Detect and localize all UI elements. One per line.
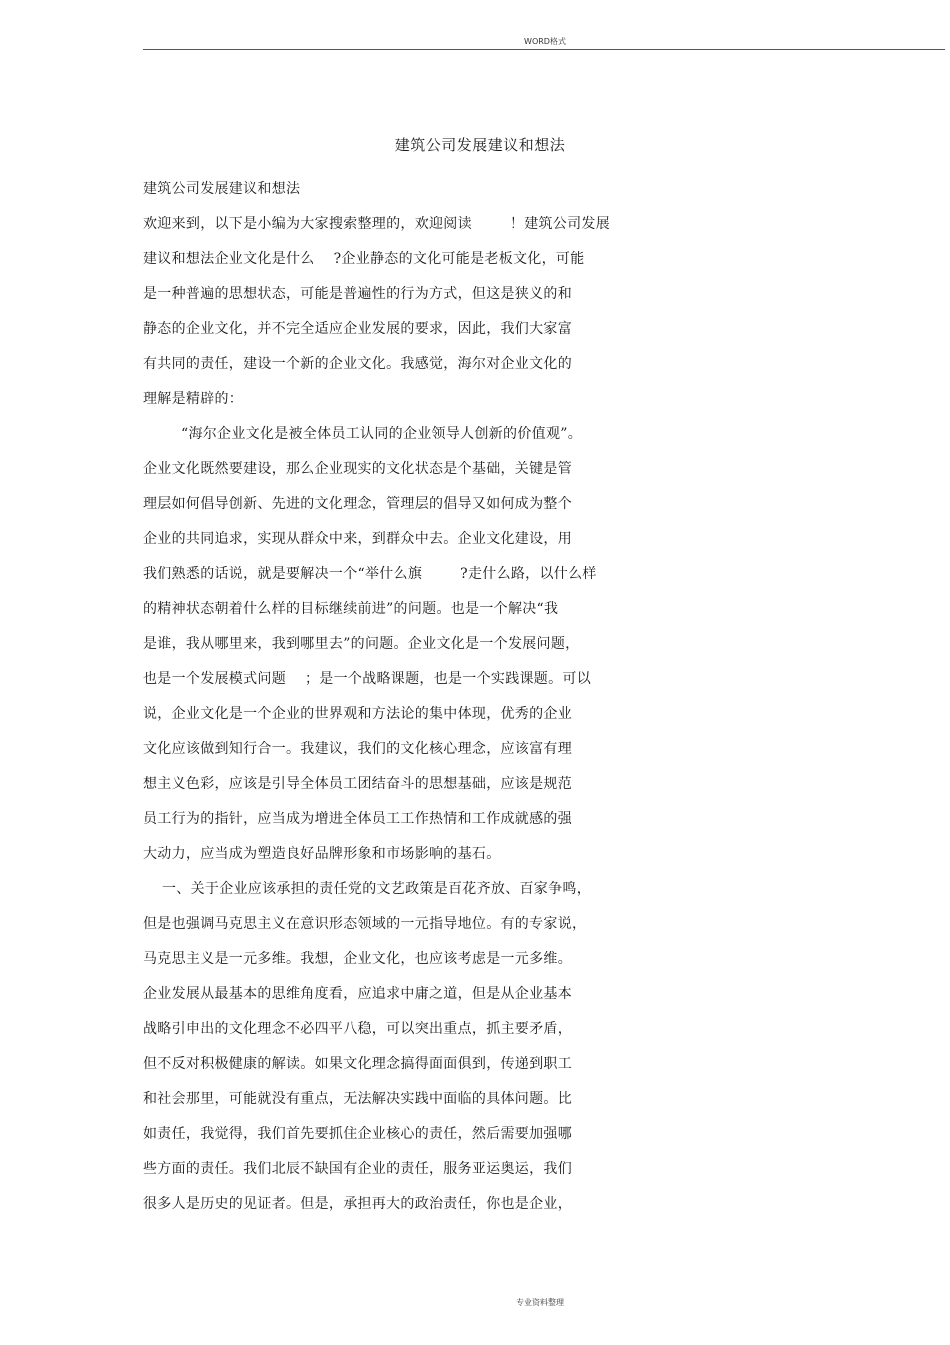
document-title: 建筑公司发展建议和想法 xyxy=(394,136,566,154)
text-line: 静态的企业文化，并不完全适应企业发展的要求，因此，我们大家富 xyxy=(143,321,572,337)
text-line: 有共同的责任，建设一个新的企业文化。我感觉，海尔对企业文化的 xyxy=(143,356,572,372)
text-line: 大动力，应当成为塑造良好品牌形象和市场影响的基石。 xyxy=(143,846,501,862)
text-line: 战略引申出的文化理念不必四平八稳，可以突出重点，抓主要矛盾， xyxy=(143,1021,572,1037)
text-line: 但是也强调马克思主义在意识形态领域的一元指导地位。有的专家说， xyxy=(143,916,587,932)
text-line: “海尔企业文化是被全体员工认同的企业领导人创新的价值观”。 xyxy=(143,426,583,442)
text-line: 想主义色彩，应该是引导全体员工团结奋斗的思想基础，应该是规范 xyxy=(143,776,572,792)
text-line: 如责任，我觉得，我们首先要抓住企业核心的责任，然后需要加强哪 xyxy=(143,1126,572,1142)
text-line: 但不反对积极健康的解读。如果文化理念搞得面面俱到，传递到职工 xyxy=(143,1056,572,1072)
document-body xyxy=(143,172,613,1222)
text-line: 一、关于企业应该承担的责任党的文艺政策是百花齐放、百家争鸣， xyxy=(143,881,591,897)
text-line: 很多人是历史的见证者。但是，承担再大的政治责任，你也是企业， xyxy=(143,1196,572,1212)
text-line: 员工行为的指针，应当成为增进全体员工工作热情和工作成就感的强 xyxy=(143,811,572,827)
header-divider xyxy=(143,49,945,50)
text-line: 说，企业文化是一个企业的世界观和方法论的集中体现，优秀的企业 xyxy=(143,706,572,722)
text-line: 企业发展从最基本的思维角度看，应追求中庸之道，但是从企业基本 xyxy=(143,986,572,1002)
text-line: 也是一个发展模式问题 ；是一个战略课题，也是一个实践课题。可以 xyxy=(143,671,591,687)
text-line: 文化应该做到知行合一。我建议，我们的文化核心理念，应该富有理 xyxy=(143,741,572,757)
text-line: 些方面的责任。我们北辰不缺国有企业的责任，服务亚运奥运，我们 xyxy=(143,1161,572,1177)
text-line: 建筑公司发展建议和想法 xyxy=(143,181,301,197)
text-line: 马克思主义是一元多维。我想，企业文化，也应该考虑是一元多维。 xyxy=(143,951,572,967)
text-line: 是谁，我从哪里来，我到哪里去”的问题。企业文化是一个发展问题， xyxy=(143,636,580,652)
text-line: 理层如何倡导创新、先进的文化理念，管理层的倡导又如何成为整个 xyxy=(143,496,572,512)
page-header: WORD格式 xyxy=(524,37,566,46)
text-line: 和社会那里，可能就没有重点，无法解决实践中面临的具体问题。比 xyxy=(143,1091,572,1107)
text-line: 是一种普遍的思想状态，可能是普遍性的行为方式，但这是狭义的和 xyxy=(143,286,572,302)
text-line: 企业文化既然要建设，那么企业现实的文化状态是个基础，关键是管 xyxy=(143,461,572,477)
text-line: 的精神状态朝着什么样的目标继续前进”的问题。也是一个解决“我 xyxy=(143,601,559,617)
text-line: 企业的共同追求，实现从群众中来，到群众中去。企业文化建设，用 xyxy=(143,531,572,547)
text-line: 建议和想法企业文化是什么 ?企业静态的文化可能是老板文化，可能 xyxy=(143,251,585,267)
text-line: 理解是精辟的： xyxy=(143,391,244,407)
text-line: 欢迎来到，以下是小编为大家搜索整理的，欢迎阅读 ！建筑公司发展 xyxy=(143,216,610,232)
text-line: 我们熟悉的话说，就是要解决一个“举什么旗 ?走什么路，以什么样 xyxy=(143,566,597,582)
page-footer: 专业资料整理 xyxy=(516,1298,564,1307)
